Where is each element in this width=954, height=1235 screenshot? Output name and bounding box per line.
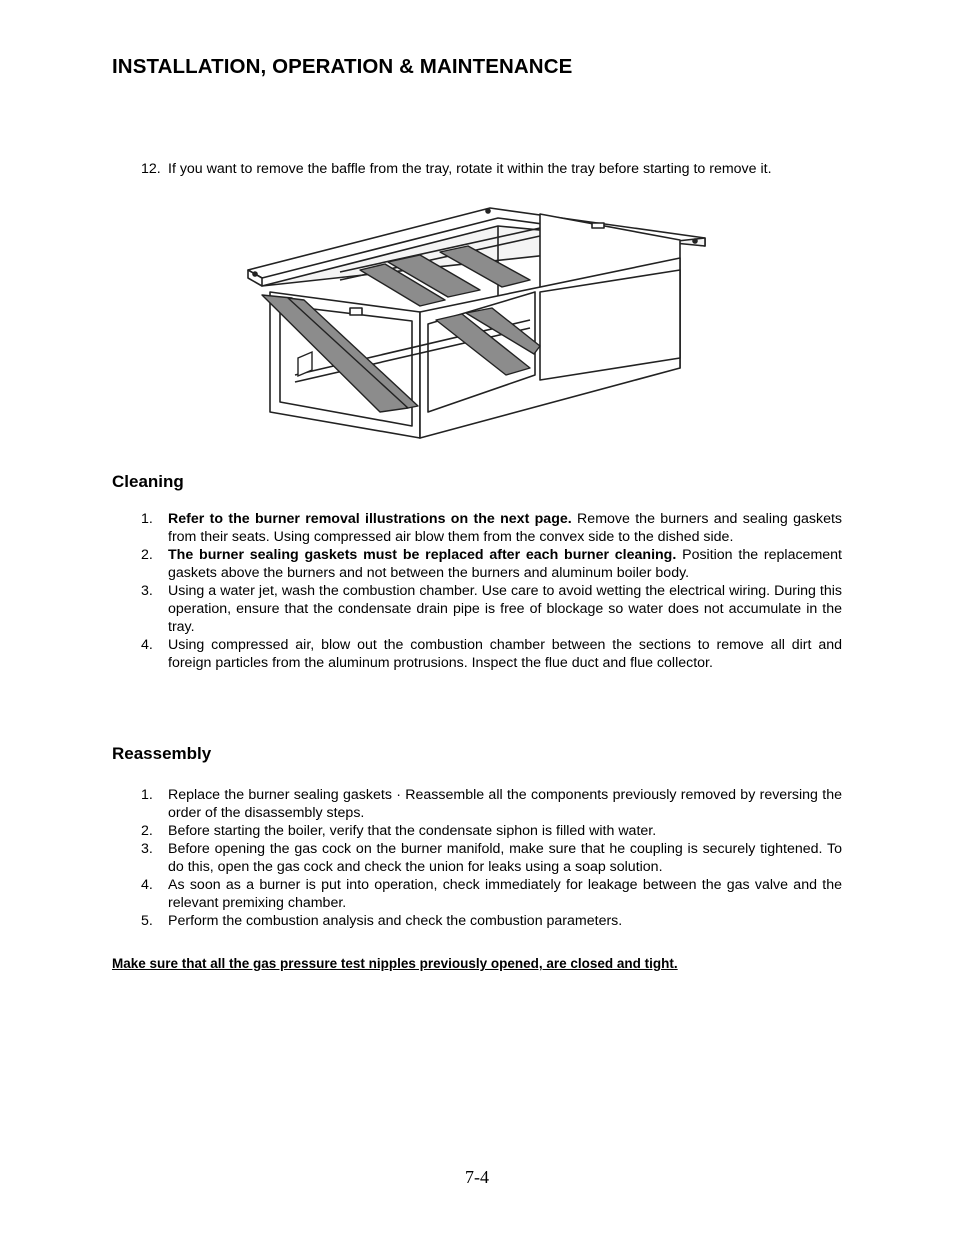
item-bold-text: Refer to the burner removal illustrations on the next page.	[168, 511, 572, 527]
item-number: 3.	[141, 841, 153, 857]
item-number: 2.	[141, 823, 153, 839]
item-number: 3.	[141, 583, 153, 599]
reassembly-heading: Reassembly	[112, 744, 212, 763]
list-item	[112, 822, 842, 840]
step-12	[141, 160, 861, 178]
item-text: Using a water jet, wash the combustion chamber. Use care to avoid wetting the electrical wiring. During this operation, ensure that the condensate drain pipe is free of blockage so water does not accumulate in the tray.	[168, 583, 842, 635]
list-item	[112, 546, 842, 582]
item-text: Using compressed air, blow out the combustion chamber between the sections to remove all dirt and foreign particles from the aluminum protrusions. Inspect the flue duct and flue collector.	[168, 637, 842, 671]
step-12-number: 12.	[141, 161, 161, 177]
item-text: As soon as a burner is put into operation, check immediately for leakage between the gas valve and the relevant premixing chamber.	[168, 877, 842, 911]
cleaning-list	[112, 510, 842, 672]
list-item	[112, 786, 842, 822]
item-number: 2.	[141, 547, 153, 563]
list-item	[112, 636, 842, 672]
item-number: 4.	[141, 637, 153, 653]
list-item	[112, 510, 842, 546]
item-text: Before starting the boiler, verify that the condensate siphon is filled with water.	[168, 823, 657, 839]
step-12-text: If you want to remove the baffle from the tray, rotate it within the tray before starting to remove it.	[168, 161, 772, 177]
item-bold-text: The burner sealing gaskets must be replaced after each burner cleaning.	[168, 547, 677, 563]
page-header: INSTALLATION, OPERATION & MAINTENANCE	[112, 55, 573, 78]
list-item	[112, 912, 842, 930]
page-number: 7-4	[465, 1167, 489, 1187]
item-text: Before opening the gas cock on the burner manifold, make sure that he coupling is securely tightened. To do this, open the gas cock and check the union for leaks using a soap solution.	[168, 841, 842, 875]
item-number: 1.	[141, 511, 153, 527]
item-text: Perform the combustion analysis and check the combustion parameters.	[168, 913, 623, 929]
list-item	[112, 876, 842, 912]
item-text: Remove the burners and sealing gaskets from their seats. Using compressed air blow them from the convex side to the dished side.	[168, 511, 842, 545]
safety-warning: Make sure that all the gas pressure test nipples previously opened, are closed and tight.	[112, 956, 678, 971]
list-item	[112, 840, 842, 876]
item-text: Position the replacement gaskets above the burners and not between the burners and aluminum boiler body.	[168, 547, 842, 581]
reassembly-list	[112, 786, 842, 930]
item-number: 5.	[141, 913, 153, 929]
baffle-tray-illustration	[240, 200, 715, 445]
item-number: 1.	[141, 787, 153, 803]
item-number: 4.	[141, 877, 153, 893]
item-text: Replace the burner sealing gaskets · Reassemble all the components previously removed by reversing the order of the disassembly steps.	[168, 787, 842, 821]
cleaning-heading: Cleaning	[112, 472, 184, 491]
list-item	[112, 582, 842, 636]
